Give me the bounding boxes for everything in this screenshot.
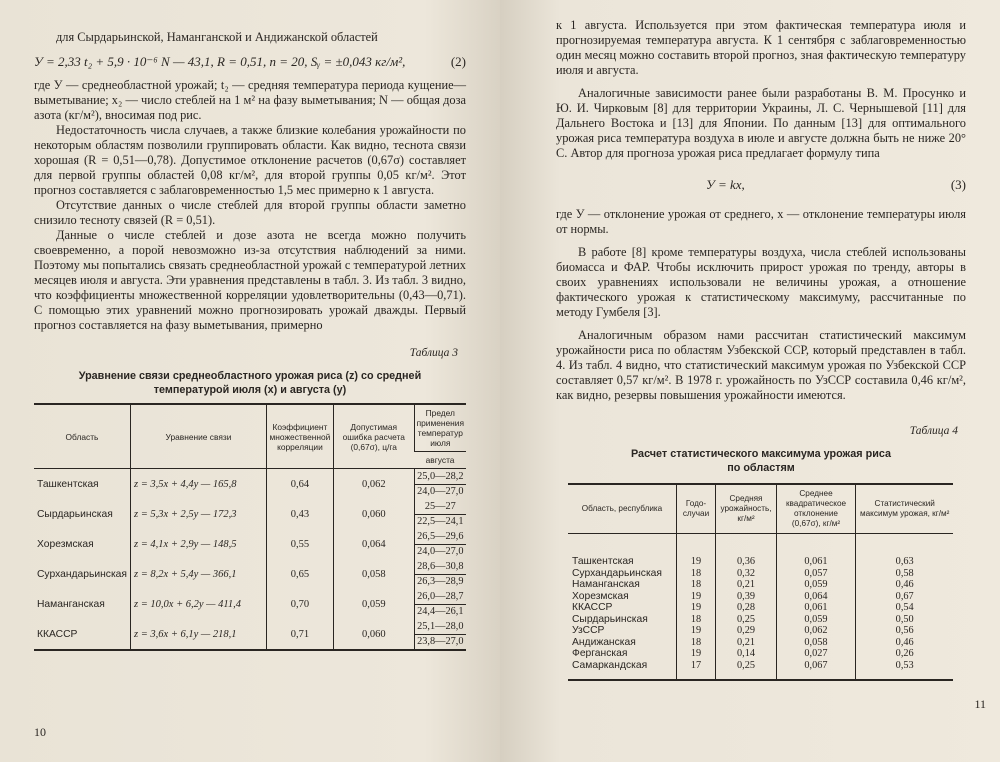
t4-cell-mean: 0,21	[716, 637, 777, 649]
formula-3-text: У = kx,	[706, 177, 745, 192]
t3-cell-limits	[414, 529, 466, 559]
t3-cell-limit-lim1: 28,6—30,8	[415, 560, 466, 575]
t4-cell-mean: 0,21	[716, 579, 777, 591]
t4-cell-max: 0,53	[856, 660, 954, 681]
formula-2-number: (2)	[450, 54, 466, 69]
t4-cell-max: 0,63	[856, 534, 954, 568]
t4-header-mean: Средняя урожайность, кг/м²	[716, 484, 777, 534]
page-number-right: 11	[974, 697, 986, 711]
t4-cell-mean: 0,25	[716, 614, 777, 626]
table-row	[568, 625, 953, 637]
t3-cell-limit-lim2: 23,8—27,0	[417, 635, 464, 647]
table-row	[34, 589, 466, 619]
table-3-label: Таблица 3	[409, 347, 458, 359]
table-row	[568, 648, 953, 660]
t4-cell-max: 0,46	[856, 579, 954, 591]
t4-cell-region: Андижанская	[572, 636, 636, 648]
t4-cell-deviation: 0,061	[777, 602, 856, 614]
t4-cell-deviation: 0,062	[777, 625, 856, 637]
t4-cell-region: Ферганская	[572, 648, 628, 659]
t4-cell-mean: 0,39	[716, 591, 777, 603]
t3-cell-region: Сырдарьинская	[37, 508, 113, 520]
table-row	[568, 579, 953, 591]
t4-cell-deviation: 0,027	[777, 648, 856, 660]
t3-cell-limit-lim2: 26,3—28,9	[417, 575, 464, 587]
t4-cell-region: Сурхандарьинская	[572, 567, 662, 579]
table-3-title-line2: температурой июля (x) и августа (y)	[153, 384, 347, 396]
t3-cell-coef: 0,70	[266, 589, 333, 619]
table-row	[34, 499, 466, 529]
t3-header-august: августа	[414, 452, 466, 469]
table-row	[34, 619, 466, 650]
t4-cell-deviation: 0,061	[777, 534, 856, 568]
t4-cell-mean: 0,36	[716, 534, 777, 568]
t3-cell-equation: z = 10,0x + 6,2y — 411,4	[130, 589, 266, 619]
t4-cell-years: 19	[677, 534, 716, 568]
t4-cell-mean: 0,29	[716, 625, 777, 637]
t3-cell-coef: 0,64	[266, 469, 333, 500]
t3-cell-region: ККАССР	[37, 628, 78, 640]
t4-cell-years: 19	[677, 591, 716, 603]
t4-cell-region: Ташкентская	[572, 556, 634, 567]
paragraph-continuation: к 1 августа. Используется при этом фактическая температура июля и прогнозируемая температура августа. К 1 сентября с заблаговременностью один месяц можно составить второй прогноз, зная фактическую температуру июля и августа.	[556, 18, 966, 77]
t3-cell-limit-lim2: 24,0—27,0	[417, 545, 464, 557]
t3-header-coef: Коэффициент множественной корреляции	[266, 404, 333, 469]
table-row	[568, 568, 953, 580]
t4-cell-mean: 0,28	[716, 602, 777, 614]
table-row	[568, 660, 953, 681]
intro-line: для Сырдарьинской, Наманганской и Андижанской областей	[56, 30, 378, 44]
table-4-label: Таблица 4	[909, 425, 958, 437]
table-3-title-line1: Уравнение связи среднеобластного урожая риса (z) со средней	[78, 370, 422, 382]
table-4	[568, 483, 953, 681]
t3-cell-coef: 0,55	[266, 529, 333, 559]
table-row	[568, 534, 953, 568]
t4-cell-max: 0,26	[856, 648, 954, 660]
t4-cell-years: 19	[677, 648, 716, 660]
t4-cell-years: 18	[677, 579, 716, 591]
t3-cell-region: Сурхандарьинская	[37, 568, 127, 580]
t3-cell-equation: z = 3,6x + 6,1y — 218,1	[130, 619, 266, 650]
t3-header-equation: Уравнение связи	[130, 404, 266, 469]
t3-cell-limits	[414, 559, 466, 589]
t4-header-region: Область, республика	[568, 484, 677, 534]
paragraph-where-3: где У — отклонение урожая от среднего, x — отклонение температуры июля от нормы.	[556, 207, 966, 236]
t3-header-error: Допустимая ошибка расчета (0,67σ), ц/га	[333, 404, 414, 469]
table-3-body	[34, 469, 466, 651]
t3-cell-limits	[414, 619, 466, 650]
t3-cell-region: Ташкентская	[37, 478, 99, 490]
t3-cell-limit-lim2: 24,0—27,0	[417, 485, 464, 497]
t4-cell-max: 0,46	[856, 637, 954, 649]
paragraph-shortage: Недостаточность числа случаев, а также близкие колебания урожайности по некоторым областям позволили группировать области. Как видно, теснота связи хорошая (R = 0,51—0,78). Допустимое отклонение расчетов (0,67σ) составляет для первой группы областей 0,08 кг/м², для второй группы 0,05 кг/м². Этот прогноз составляется с заблаговременностью 1,5 мес примерно к 1 августа.	[34, 123, 466, 197]
t4-header-max: Статистический максимум урожая, кг/м²	[856, 484, 954, 534]
t3-cell-coef: 0,43	[266, 499, 333, 529]
t4-cell-mean: 0,14	[716, 648, 777, 660]
table-4-title	[576, 447, 946, 475]
t4-cell-region: ККАССР	[572, 602, 613, 613]
t3-cell-equation: z = 8,2x + 5,4y — 366,1	[130, 559, 266, 589]
t4-cell-years: 18	[677, 637, 716, 649]
t4-cell-mean: 0,25	[716, 660, 777, 681]
t3-cell-region: Наманганская	[37, 598, 105, 610]
t3-cell-limit-lim1: 25—27	[415, 500, 466, 515]
t4-cell-years: 18	[677, 568, 716, 580]
t3-header-july: июля	[430, 438, 451, 448]
t3-header-limit-text: Предел применения температур	[416, 408, 465, 438]
formula-3	[556, 177, 966, 193]
t4-cell-deviation: 0,059	[777, 614, 856, 626]
t3-header-region: Область	[34, 404, 130, 469]
t4-cell-deviation: 0,057	[777, 568, 856, 580]
t4-cell-max: 0,67	[856, 591, 954, 603]
table-3-title	[34, 369, 466, 397]
t3-cell-limits	[414, 589, 466, 619]
t4-cell-deviation: 0,059	[777, 579, 856, 591]
t3-cell-region: Хорезмская	[37, 538, 94, 550]
t4-cell-region: УзССР	[572, 625, 605, 636]
t3-cell-limit-lim2: 24,4—26,1	[417, 605, 464, 617]
paragraph-where: где У — среднеобластной урожай; t₂ — средняя температура периода кущение—выметывание; x₂ — число стеблей на 1 м² на фазу выметывания; N — общая доза азота (кг/м²), вносимая под рис.	[34, 78, 466, 122]
t4-header-deviation: Среднее квадратическое отклонение (0,67σ), кг/м²	[777, 484, 856, 534]
page-number-left: 10	[34, 725, 46, 739]
t4-cell-years: 17	[677, 660, 716, 681]
t4-cell-years: 18	[677, 614, 716, 626]
table-4-title-line2: по областям	[727, 462, 795, 474]
table-3	[34, 403, 466, 651]
table-row	[568, 591, 953, 603]
t4-cell-deviation: 0,058	[777, 637, 856, 649]
t3-cell-limits	[414, 469, 466, 500]
t4-cell-region: Хорезмская	[572, 590, 629, 602]
table-row	[34, 469, 466, 500]
formula-3-number: (3)	[950, 177, 966, 192]
t4-cell-max: 0,56	[856, 625, 954, 637]
t3-cell-coef: 0,65	[266, 559, 333, 589]
t3-cell-error: 0,060	[333, 499, 414, 529]
paragraph-absence: Отсутствие данных о числе стеблей для второй группы области заметно снизило тесноту связей (R = 0,51).	[34, 198, 466, 227]
t3-cell-limit-lim1: 26,0—28,7	[415, 590, 466, 605]
t3-cell-equation: z = 4,1x + 2,9y — 148,5	[130, 529, 266, 559]
t4-cell-region: Сырдарьинская	[572, 613, 648, 625]
t3-cell-error: 0,059	[333, 589, 414, 619]
t4-cell-region: Наманганская	[572, 579, 640, 590]
table-row	[568, 602, 953, 614]
table-4-body	[568, 534, 953, 681]
t4-cell-max: 0,50	[856, 614, 954, 626]
t3-cell-limit-lim1: 25,0—28,2	[415, 470, 466, 485]
t3-cell-limits	[414, 499, 466, 529]
t3-cell-error: 0,060	[333, 619, 414, 650]
t4-cell-max: 0,58	[856, 568, 954, 580]
t3-cell-error: 0,062	[333, 469, 414, 500]
right-page	[500, 0, 1000, 762]
t4-cell-max: 0,54	[856, 602, 954, 614]
t3-cell-limit-lim1: 26,5—29,6	[415, 530, 466, 545]
t4-header-years: Годо-случаи	[677, 484, 716, 534]
table-row	[34, 529, 466, 559]
t3-cell-error: 0,058	[333, 559, 414, 589]
formula-2	[34, 54, 466, 70]
t3-cell-equation: z = 5,3x + 2,5y — 172,3	[130, 499, 266, 529]
t3-cell-coef: 0,71	[266, 619, 333, 650]
formula-2-text: У = 2,33 t₂ + 5,9 · 10⁻⁶ N — 43,1, R = 0,51, n = 20, Sᵧ = ±0,043 кг/м²,	[34, 54, 406, 69]
t3-cell-limit-lim1: 25,1—28,0	[415, 620, 466, 635]
t4-cell-region: Самаркандская	[572, 659, 648, 671]
t3-header-limit	[414, 404, 466, 452]
table-4-title-line1: Расчет статистического максимума урожая риса	[631, 448, 891, 460]
table-row	[568, 614, 953, 626]
t3-cell-equation: z = 3,5x + 4,4y — 165,8	[130, 469, 266, 500]
t4-cell-years: 19	[677, 625, 716, 637]
paragraph-similar: Аналогичные зависимости ранее были разработаны В. М. Просунко и Ю. И. Чирковым [8] для территории Украины, Л. С. Чернышевой [11] для Дальнего Востока и [13] для Японии. По данным [13] для оптимального урожая риса температура воздуха в июле и августе должна быть не ниже 20° С. Автор для прогноза урожая риса предлагает формулу типа	[556, 86, 966, 160]
t4-cell-years: 19	[677, 602, 716, 614]
t4-cell-deviation: 0,064	[777, 591, 856, 603]
t4-cell-deviation: 0,067	[777, 660, 856, 681]
table-row	[568, 637, 953, 649]
t4-cell-mean: 0,32	[716, 568, 777, 580]
table-row	[34, 559, 466, 589]
paragraph-work8: В работе [8] кроме температуры воздуха, числа стеблей использованы биомасса и ФАР. Чтобы исключить прирост урожая по тренду, авторы в своих уравнениях использовали не величины урожая, а отношение фактического урожая к статистическому максимуму, рассчитанные по методу Гумбеля [3].	[556, 245, 966, 319]
t3-cell-limit-lim2: 22,5—24,1	[417, 515, 464, 527]
paragraph-data: Данные о числе стеблей и дозе азота не всегда можно получить своевременно, а порой невозможно из-за отсутствия наблюдений за ними. Поэтому мы попытались связать среднеобластной урожай с температурой летних месяцев июля и августа. Эти уравнения представлены в табл. 3. Из табл. 3 видно, что коэффициенты множественной корреляции удовлетворительны (0,43—0,71). С помощью этих уравнений можно прогнозировать урожай дважды. Первый прогноз составляется на фазу выметывания, примерно	[34, 228, 466, 332]
t3-cell-error: 0,064	[333, 529, 414, 559]
paragraph-max: Аналогичным образом нами рассчитан статистический максимум урожайности риса по областям Узбекской ССР, который представлен в табл. 4. Из табл. 4 видно, что статистический максимум урожая по Узбекской ССР составляет 0,57 кг/м². В 1978 г. урожайность по УзССР составила 0,46 кг/м², как видно, резервы повышения урожайности имеются.	[556, 328, 966, 402]
